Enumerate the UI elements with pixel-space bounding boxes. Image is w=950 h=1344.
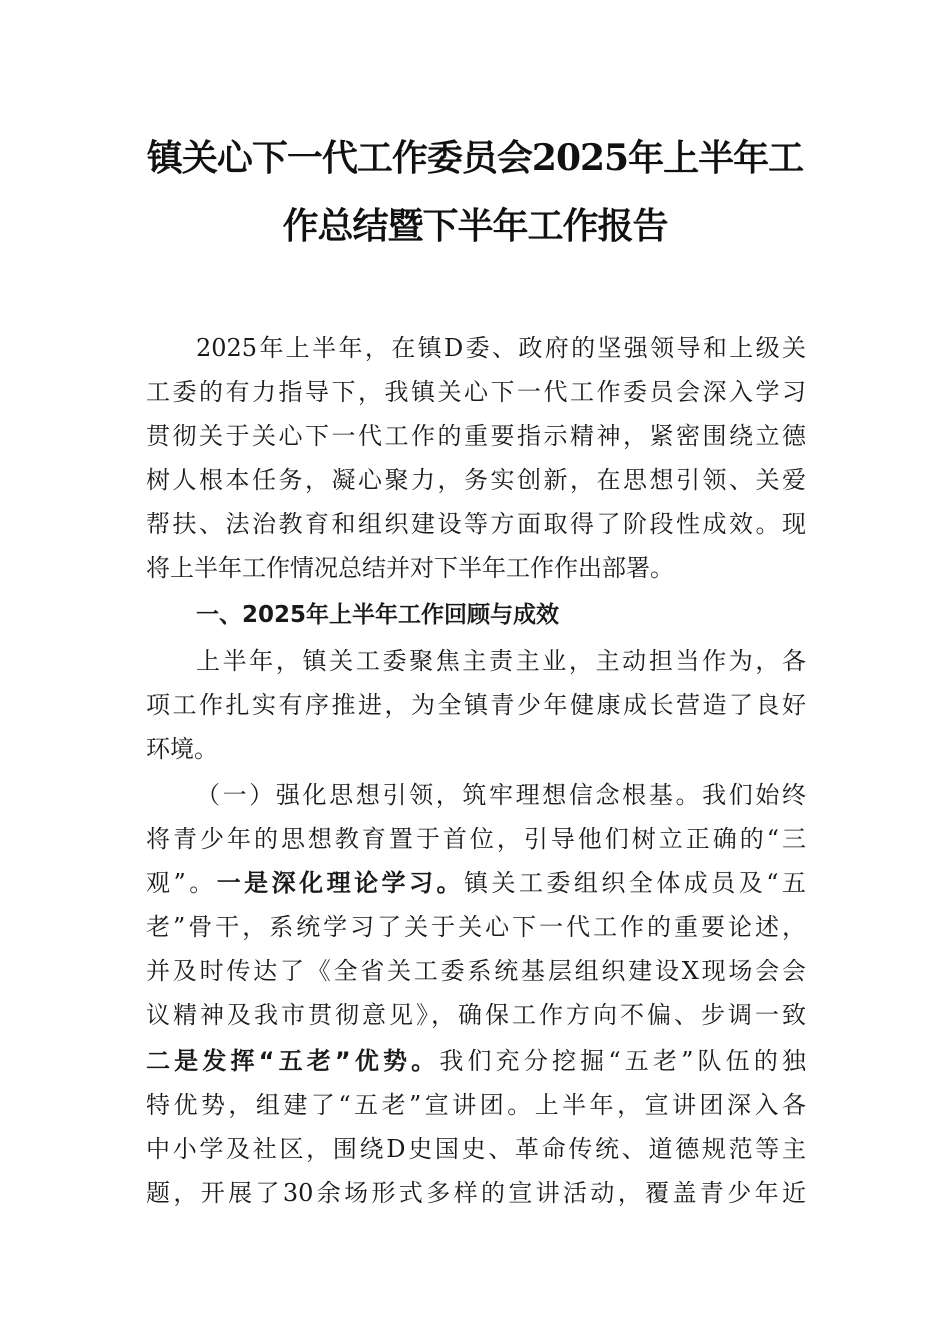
subsection1-line: 老”骨干，系统学习了关于关心下一代工作的重要论述，: [146, 913, 806, 941]
subsection1-heading: （一）强化思想引领，筑牢理想信念根基。: [196, 781, 703, 809]
subsection1-line: [146, 1046, 806, 1076]
section-heading-1: 一、2025年上半年工作回顾与成效: [196, 602, 560, 628]
intro-paragraph-line: 贯彻关于关心下一代工作的重要指示精神，紧密围绕立德: [146, 422, 806, 450]
point-one-heading: 一是深化理论学习。: [216, 869, 464, 897]
subsection1-line: 中小学及社区，围绕D史国史、革命传统、道德规范等主: [146, 1135, 806, 1163]
intro-paragraph-line: 工委的有力指导下，我镇关心下一代工作委员会深入学习: [146, 378, 806, 406]
section1-paragraph-line: 环境。: [146, 735, 218, 763]
subsection1-line: 将青少年的思想教育置于首位，引导他们树立正确的“三: [146, 825, 806, 853]
subsection1-line: 特优势，组建了“五老”宣讲团。上半年，宣讲团深入各: [146, 1091, 806, 1119]
subsection1-line: 议精神及我市贯彻意见》，确保工作方向不偏、步调一致: [146, 1001, 806, 1029]
point-two-heading: 二是发挥“五老”优势。: [146, 1047, 440, 1075]
document-title-line-1: 镇关心下一代工作委员会2025年上半年工: [146, 137, 804, 179]
subsection1-line: [196, 780, 806, 810]
subsection1-text: 观”。: [146, 869, 217, 897]
section1-paragraph-line: 上半年，镇关工委聚焦主责主业，主动担当作为，各: [196, 647, 806, 675]
subsection1-text: 我们充分挖掘“五老”队伍的独: [439, 1047, 806, 1075]
intro-paragraph-line: 树人根本任务，凝心聚力，务实创新，在思想引领、关爱: [146, 466, 806, 494]
subsection1-line: 并及时传达了《全省关工委系统基层组织建设X现场会会: [146, 957, 806, 985]
subsection1-text: 我们始终: [702, 781, 807, 809]
intro-paragraph-line: 帮扶、法治教育和组织建设等方面取得了阶段性成效。现: [146, 510, 806, 538]
intro-paragraph-line: 2025年上半年，在镇D委、政府的坚强领导和上级关: [196, 334, 806, 362]
subsection1-line: 题，开展了30余场形式多样的宣讲活动，覆盖青少年近: [146, 1179, 806, 1207]
document-title-line-2: 作总结暨下半年工作报告: [282, 205, 668, 247]
subsection1-line: [146, 868, 806, 898]
subsection1-text: 镇关工委组织全体成员及“五: [464, 869, 806, 897]
intro-paragraph-line: 将上半年工作情况总结并对下半年工作作出部署。: [146, 554, 674, 582]
section1-paragraph-line: 项工作扎实有序推进，为全镇青少年健康成长营造了良好: [146, 691, 806, 719]
